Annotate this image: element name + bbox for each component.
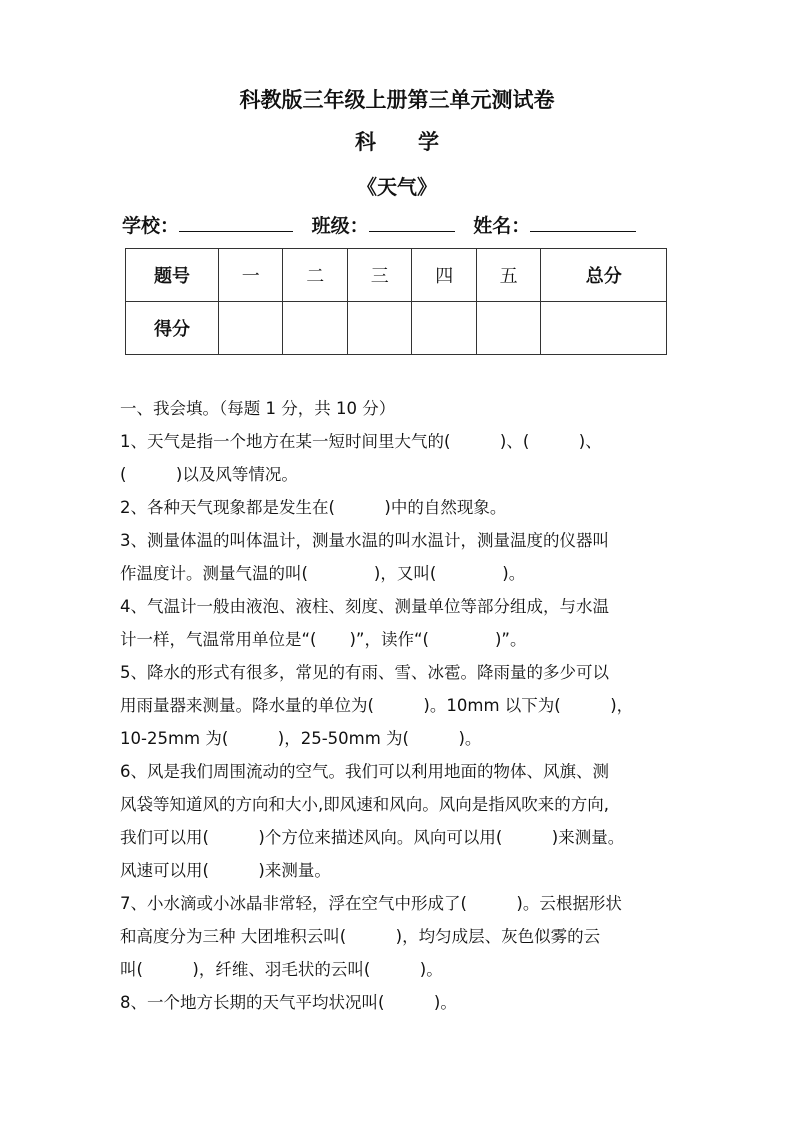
question-line: 4、气温计一般由液泡、液柱、刻度、测量单位等部分组成，与水温 <box>120 597 609 616</box>
question-line: 8、一个地方长期的天气平均状况叫( )。 <box>120 993 457 1012</box>
question-line: 7、小水滴或小冰晶非常轻，浮在空气中形成了( )。云根据形状 <box>120 894 622 913</box>
student-info-row <box>122 211 648 238</box>
score-header-cell: 二 <box>283 249 347 302</box>
question-line: 和高度分为三种 大团堆积云叫( )，均匀成层、灰色似雾的云 <box>120 927 601 946</box>
subject-title <box>0 126 794 156</box>
question-line: 用雨量器来测量。降水量的单位为( )。10mm 以下为( )， <box>120 696 634 715</box>
question-line: 10-25mm 为( )，25-50mm 为( )。 <box>120 729 482 748</box>
question-line: 作温度计。测量气温的叫( )，又叫( )。 <box>120 564 526 583</box>
question-line: 计一样，气温常用单位是“( )”，读作“( )”。 <box>120 630 527 649</box>
score-cell[interactable] <box>347 302 411 355</box>
question-line: 我们可以用( )个方位来描述风向。风向可以用( )来测量。 <box>120 828 625 847</box>
question-line: 6、风是我们周围流动的空气。我们可以利用地面的物体、风旗、测 <box>120 762 609 781</box>
class-blank[interactable] <box>369 212 455 232</box>
score-cell[interactable] <box>541 302 667 355</box>
score-table-score-row <box>126 302 667 355</box>
exam-title: 科教版三年级上册第三单元测试卷 <box>239 88 555 112</box>
subject-char-2: 学 <box>418 130 439 154</box>
question-line: 2、各种天气现象都是发生在( )中的自然现象。 <box>120 498 507 517</box>
score-header-cell: 四 <box>412 249 476 302</box>
name-blank[interactable] <box>530 212 636 232</box>
question-line: 5、降水的形式有很多，常见的有雨、雪、冰雹。降雨量的多少可以 <box>120 663 609 682</box>
score-cell[interactable] <box>412 302 476 355</box>
unit-title: 《天气》 <box>357 175 437 199</box>
question-line: 风袋等知道风的方向和大小,即风速和风向。风向是指风吹来的方向, <box>120 795 609 814</box>
school-blank[interactable] <box>179 212 293 232</box>
score-header-cell: 三 <box>347 249 411 302</box>
section-fill-in <box>120 392 680 1019</box>
score-cell[interactable] <box>476 302 540 355</box>
score-header-cell: 一 <box>219 249 283 302</box>
name-label: 姓名： <box>473 215 531 237</box>
subject-char-1: 科 <box>355 130 376 154</box>
question-line: 1、天气是指一个地方在某一短时间里大气的( )、( )、 <box>120 432 602 451</box>
question-line: 叫( )，纤维、羽毛状的云叫( )。 <box>120 960 443 979</box>
class-label: 班级： <box>311 215 369 237</box>
score-cell[interactable] <box>283 302 347 355</box>
score-table-header-row <box>126 249 667 302</box>
score-cell[interactable] <box>219 302 283 355</box>
score-header-cell: 五 <box>476 249 540 302</box>
section-heading: 一、我会填。（每题 1 分，共 10 分） <box>120 399 396 418</box>
score-table <box>125 248 667 355</box>
school-label: 学校： <box>122 215 180 237</box>
question-line: ( )以及风等情况。 <box>120 465 298 484</box>
score-header-cell: 题号 <box>126 249 219 302</box>
score-row-label: 得分 <box>126 302 219 355</box>
score-header-cell: 总分 <box>541 249 667 302</box>
question-line: 3、测量体温的叫体温计，测量水温的叫水温计，测量温度的仪器叫 <box>120 531 609 550</box>
question-line: 风速可以用( )来测量。 <box>120 861 331 880</box>
